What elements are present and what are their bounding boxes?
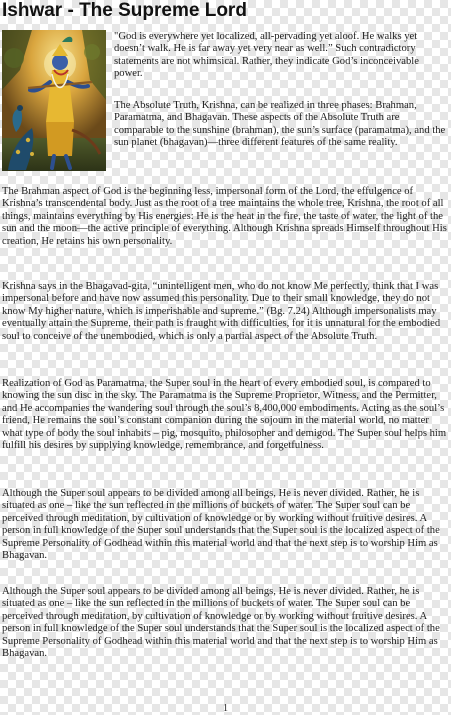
- body-paragraph: Although the Super soul appears to be divided among all beings, He is never divided. Rather, he is situated as one – like the sun reflected in the millions of buckets of water. The Super soul can be perceived through meditation, by cultivation of knowledge or by working without fruitive desires. A person in full knowledge of the Super soul understands that the Super soul is the localized aspect of the Supreme Personality of Godhead within this material world and that the next step is to worship Him as Bhagavan.: [2, 488, 440, 562]
- body-paragraph: Although the Super soul appears to be divided among all beings, He is never divided. Rather, he is situated as one – like the sun reflected in the millions of buckets of water. The Super soul can be perceived through meditation, by cultivation of knowledge or by working without fruitive desires. A person in full knowledge of the Super soul understands that the Super soul is the localized aspect of the Supreme Personality of Godhead within this material world and that the next step is to worship Him as Bhagavan.: [2, 586, 440, 660]
- krishna-painting-icon: [2, 30, 106, 171]
- body-paragraph: Krishna says in the Bhagavad-gita, “unintelligent men, who do not know Me perfectly, think that I was impersonal before and have now assumed this personality. Due to their small knowledge, they do not know My higher nature, which is imperishable and supreme.” (Bg. 7.24) Although impersonalists may eventually attain the Supreme, their path is fraught with difficulties, for it is unnatural for the embodied soul to conceive of the unembodied, which is only a partial aspect of the Absolute Truth.: [2, 281, 441, 342]
- intro-quote: "God is everywhere yet localized, all-pervading yet aloof. He walks yet doesn’t walk. He is far away yet very near as well.” Such contradictory statements are not whimsical. Rather, they indicate God’s inconceivable power.: [114, 31, 419, 80]
- page-number: 1: [223, 703, 228, 714]
- intro-paragraph: The Absolute Truth, Krishna, can be realized in three phases: Brahman, Paramatma, and Bhagavan. These aspects of the Absolute Truth are comparable to the sunshine (brahman), the sun’s surface (paramatma), and the sun planet (bhagavan)—three different features of the same reality.: [114, 100, 446, 149]
- page-title: Ishwar - The Supreme Lord: [2, 0, 247, 21]
- body-paragraph: Realization of God as Paramatma, the Super soul in the heart of every embodied soul, is compared to knowing the sun disc in the sky. The Paramatma is the Supreme Proprietor, Witness, and the Permitter, and He accompanies the wandering soul through the soul’s 8,400,000 embodiments. Acting as the soul’s friend, He remains the soul’s constant companion during the sojourn in the material world, no matter what type of body the soul inhabits – pig, mosquito, philosopher and demigod. The Super soul helps him fulfill his desires by supplying knowledge, remembrance, and forgetfulness.: [2, 378, 447, 452]
- body-paragraph: The Brahman aspect of God is the beginning less, impersonal form of the Lord, the effulgence of Krishna’s transcendental body. Just as the root of a tree maintains the whole tree, Krishna, the root of all things, maintains everything by His energies: He is the heat in the fire, the taste of water, the light of the sun and the moon—the active principle of everything. Although Krishna spreads Himself throughout His creation, He retains his own personality.: [2, 186, 447, 247]
